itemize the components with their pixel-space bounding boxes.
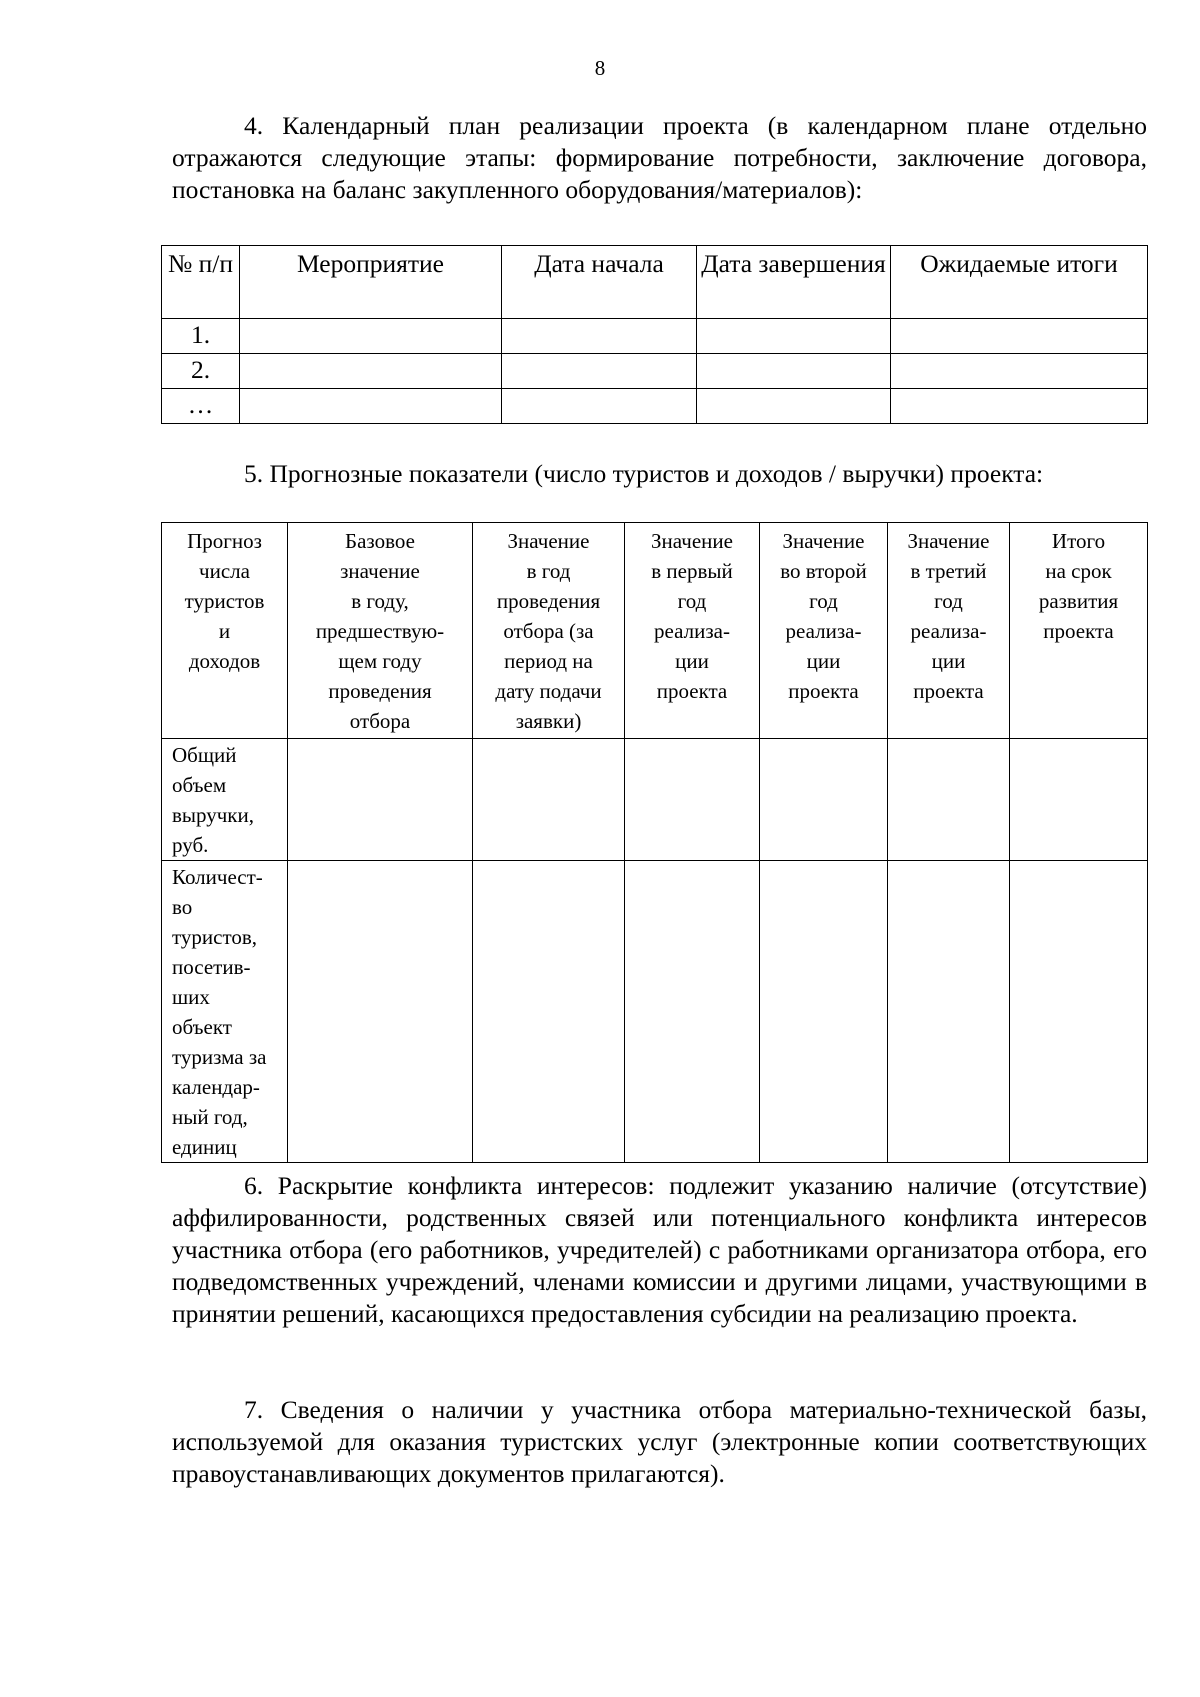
table-cell — [625, 739, 760, 861]
table-cell — [697, 389, 891, 424]
table-cell — [288, 861, 473, 1163]
table-row — [162, 861, 1148, 1163]
header-start-date: Дата начала — [502, 246, 697, 319]
table-cell — [891, 389, 1148, 424]
table-cell — [625, 861, 760, 1163]
calendar-plan-table — [161, 245, 1148, 424]
forecast-indicators-table — [161, 522, 1148, 1163]
table-row — [162, 354, 1148, 389]
table-cell — [891, 354, 1148, 389]
table-header-row — [162, 246, 1148, 319]
table-row — [162, 319, 1148, 354]
table-cell — [891, 319, 1148, 354]
table-cell — [760, 739, 888, 861]
header-forecast: Прогноз числа туристов и доходов — [162, 523, 288, 739]
table-cell — [888, 739, 1010, 861]
header-event: Мероприятие — [240, 246, 502, 319]
header-end-date: Дата завершения — [697, 246, 891, 319]
table-cell — [888, 861, 1010, 1163]
header-expected-results: Ожидаемые итоги — [891, 246, 1148, 319]
table-cell: … — [162, 389, 240, 424]
section-7-paragraph: 7. Сведения о наличии у участника отбора материально-технической базы, используемой для оказания туристских услуг (электронные копии соответствующих правоустанавливающих документов прилагаются). — [172, 1395, 1147, 1488]
table-cell: 1. — [162, 319, 240, 354]
table-cell — [240, 354, 502, 389]
table-cell — [502, 319, 697, 354]
header-base-value: Базовое значение в году, предшествую- щем году проведения отбора — [288, 523, 473, 739]
header-second-year-value: Значение во второй год реализа- ции проекта — [760, 523, 888, 739]
table-row — [162, 739, 1148, 861]
header-number: № п/п — [162, 246, 240, 319]
header-total: Итого на срок развития проекта — [1010, 523, 1148, 739]
section-4-paragraph: 4. Календарный план реализации проекта (в календарном плане отдельно отражаются следующие этапы: формирование потребности, заключение договора, постановка на баланс закупленного оборудования/материалов): — [172, 111, 1147, 204]
table-cell — [473, 861, 625, 1163]
header-selection-year-value: Значение в год проведения отбора (за период на дату подачи заявки) — [473, 523, 625, 739]
table-header-row — [162, 523, 1148, 739]
table-row — [162, 389, 1148, 424]
table-cell — [288, 739, 473, 861]
table-cell — [240, 389, 502, 424]
table-cell — [697, 354, 891, 389]
table-cell — [697, 319, 891, 354]
row-label-revenue: Общий объем выручки, руб. — [162, 739, 288, 861]
row-label-tourists: Количест- во туристов, посетив- ших объект туризма за календар- ный год, единиц — [162, 861, 288, 1163]
section-5-paragraph: 5. Прогнозные показатели (число туристов и доходов / выручки) проекта: — [244, 459, 1044, 488]
table-cell — [1010, 739, 1148, 861]
header-first-year-value: Значение в первый год реализа- ции проекта — [625, 523, 760, 739]
page-number: 8 — [594, 56, 606, 80]
table-cell: 2. — [162, 354, 240, 389]
table-cell — [760, 861, 888, 1163]
table-cell — [502, 389, 697, 424]
table-cell — [473, 739, 625, 861]
table-cell — [502, 354, 697, 389]
header-third-year-value: Значение в третий год реализа- ции проекта — [888, 523, 1010, 739]
table-cell — [240, 319, 502, 354]
section-6-paragraph: 6. Раскрытие конфликта интересов: подлежит указанию наличие (отсутствие) аффилированности, родственных связей или потенциального конфликта интересов участника отбора (его работников, учредителей) с работниками организатора отбора, его подведомственных учреждений, членами комиссии и другими лицами, участвующими в принятии решений, касающихся предоставления субсидии на реализацию проекта. — [172, 1171, 1147, 1328]
table-cell — [1010, 861, 1148, 1163]
